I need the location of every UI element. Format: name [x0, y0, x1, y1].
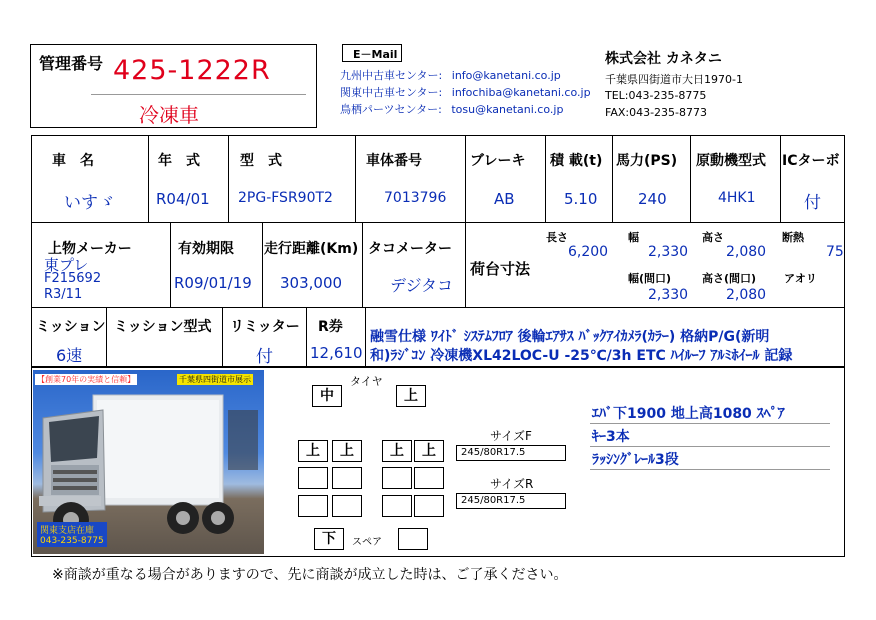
footer-note: ※商談が重なる場合がありますので、先に商談が成立した時は、ご了承ください。: [52, 567, 568, 583]
tire-rear-1: 上: [298, 440, 328, 462]
label-brake: ブレーキ: [470, 153, 526, 169]
truck-photo: [33, 370, 264, 554]
email-title-box: [342, 44, 402, 62]
label-mission: ミッション: [36, 319, 106, 335]
features-line-2: 和)ﾗｼﾞｺﾝ 冷凍機XL42LOC-U -25℃/3h ETC ﾊｲﾙｰﾌ ｱﾙﾐﾎｲｰﾙ 記録: [370, 348, 793, 364]
value-load: 5.10: [564, 190, 598, 208]
label-length: 長さ: [546, 231, 568, 244]
col-divider: [170, 222, 171, 307]
tire-rear-3: 上: [382, 440, 412, 462]
spare-label: スペア: [352, 537, 382, 548]
contact-email[interactable]: info@kanetani.co.jp: [451, 69, 561, 82]
tire-title: タイヤ: [350, 375, 383, 388]
contact-label: 鳥栖パーツセンター:: [340, 103, 442, 116]
tire-rear-11: [382, 495, 412, 517]
label-cargo: 荷台寸法: [470, 260, 531, 278]
features-line-1: 融雪仕様 ﾜｲﾄﾞ ｼｽﾃﾑﾌﾛｱ 後輪ｴｱｻｽ ﾊﾞｯｸｱｲｶﾒﾗ(ｶﾗｰ) 格納P/G(新明: [370, 329, 770, 345]
store-label: 関東支店在庫: [40, 526, 95, 536]
tire-front-left: 中: [312, 385, 342, 407]
note-2: ｷｰ3本: [592, 429, 630, 445]
label-insulation: 断熱: [782, 231, 804, 244]
value-mileage: 303,000: [280, 274, 343, 292]
label-power: 馬力(PS): [616, 153, 678, 169]
contact-1: [340, 67, 561, 83]
tire-rear-8: [414, 467, 444, 489]
value-maker-date: R3/11: [44, 287, 83, 302]
tire-front-right: 上: [396, 385, 426, 407]
label-height: 高さ: [702, 231, 724, 244]
tire-rear-10: [332, 495, 362, 517]
label-height-open: 高さ(間口): [702, 272, 757, 285]
company-address: 千葉県四街道市大日1970-1: [605, 73, 743, 86]
value-limiter: 付: [256, 347, 273, 367]
label-aori: アオリ: [784, 272, 817, 285]
id-number: 425-1222R: [113, 55, 271, 86]
value-r-ticket: 12,610: [310, 344, 363, 362]
id-label: 管理番号: [39, 54, 104, 73]
label-year: 年 式: [158, 153, 200, 169]
col-divider: [262, 222, 263, 307]
note-underline-1: [590, 423, 830, 424]
tire-rear-9: [298, 495, 328, 517]
label-tacho: タコメーター: [368, 241, 452, 257]
col-divider: [148, 135, 149, 222]
col-divider: [222, 307, 223, 367]
value-mission: 6速: [56, 346, 83, 365]
value-length: 6,200: [568, 244, 609, 260]
col-divider: [690, 135, 691, 222]
label-load: 積 載(t): [550, 153, 603, 169]
note-underline-3: [590, 469, 830, 470]
label-width: 幅: [628, 231, 639, 244]
size-r-value: 245/80R17.5: [456, 493, 566, 509]
tire-rear-4: 上: [414, 440, 444, 462]
value-brake: AB: [494, 190, 515, 208]
size-f-label: サイズF: [490, 429, 532, 443]
size-f-value: 245/80R17.5: [456, 445, 566, 461]
label-engine: 原動機型式: [696, 153, 766, 169]
col-divider: [465, 135, 466, 222]
id-divider: [91, 94, 306, 95]
contact-label: 関東中古車センター:: [340, 86, 443, 99]
value-engine: 4HK1: [718, 190, 756, 206]
contact-3: [340, 101, 563, 117]
note-3: ﾗｯｼﾝｸﾞﾚｰﾙ3段: [592, 452, 679, 468]
photo-store-badge: [37, 522, 107, 547]
col-divider: [465, 222, 466, 307]
value-height: 2,080: [726, 244, 767, 260]
tire-rear-6: [332, 467, 362, 489]
tire-bottom: 下: [314, 528, 344, 550]
note-underline-2: [590, 446, 830, 447]
value-width-open: 2,330: [648, 287, 689, 303]
tire-spare: [398, 528, 428, 550]
col-divider: [228, 135, 229, 222]
tire-rear-5: [298, 467, 328, 489]
label-limiter: リミッター: [230, 319, 300, 335]
value-ic-turbo: 付: [804, 193, 821, 213]
body-type: 冷凍車: [139, 103, 199, 127]
id-box: [30, 44, 317, 128]
label-mileage: 走行距離(Km): [264, 241, 359, 257]
row-divider-1: [31, 222, 845, 223]
contact-label: 九州中古車センター:: [340, 69, 443, 82]
col-divider: [545, 135, 546, 222]
label-chassis: 車体番号: [366, 153, 422, 169]
col-divider: [362, 222, 363, 307]
photo-banner-right: 千葉県四街道市展示: [179, 375, 251, 384]
col-divider: [612, 135, 613, 222]
tire-rear-2: 上: [332, 440, 362, 462]
value-maker: 東プレ: [44, 256, 89, 274]
tire-rear-7: [382, 467, 412, 489]
contact-2: [340, 84, 591, 100]
label-model: 型 式: [240, 153, 282, 169]
value-car-name: いすゞ: [64, 193, 115, 213]
value-chassis: 7013796: [384, 190, 447, 206]
label-ic-turbo: ICターボ: [782, 153, 840, 169]
company-tel: TEL:043-235-8775: [605, 89, 707, 102]
label-valid: 有効期限: [178, 241, 234, 257]
contact-email[interactable]: tosu@kanetani.co.jp: [451, 103, 564, 116]
value-width: 2,330: [648, 244, 689, 260]
contact-email[interactable]: infochiba@kanetani.co.jp: [451, 86, 591, 99]
value-height-open: 2,080: [726, 287, 767, 303]
label-width-open: 幅(間口): [628, 272, 672, 285]
value-tacho: デジタコ: [390, 276, 454, 295]
tire-rear-12: [414, 495, 444, 517]
label-maker: 上物メーカー: [48, 241, 132, 257]
email-title: E－Mail: [353, 48, 398, 61]
col-divider: [780, 135, 781, 222]
photo-banner-left: 【創業70年の実績と信頼】: [37, 375, 136, 384]
company-name: 株式会社 カネタニ: [605, 51, 722, 67]
col-divider: [106, 307, 107, 367]
size-r-label: サイズR: [490, 477, 534, 491]
note-1: ｴﾊﾞ下1900 地上高1080 ｽﾍﾟｱ: [592, 406, 785, 422]
company-fax: FAX:043-235-8773: [605, 106, 708, 119]
value-year: R04/01: [156, 190, 210, 208]
label-r-ticket: R券: [318, 319, 343, 335]
col-divider: [355, 135, 356, 222]
col-divider: [365, 307, 366, 367]
value-valid: R09/01/19: [174, 274, 252, 292]
row-divider-2: [31, 307, 845, 308]
col-divider: [306, 307, 307, 367]
label-car-name: 車 名: [52, 153, 94, 169]
value-model: 2PG-FSR90T2: [238, 190, 333, 206]
value-insulation: 75: [826, 244, 844, 260]
value-power: 240: [638, 190, 667, 208]
label-mission-type: ミッション型式: [114, 319, 212, 335]
store-phone: 043-235-8775: [40, 536, 104, 546]
value-maker-code: F215692: [44, 271, 102, 286]
